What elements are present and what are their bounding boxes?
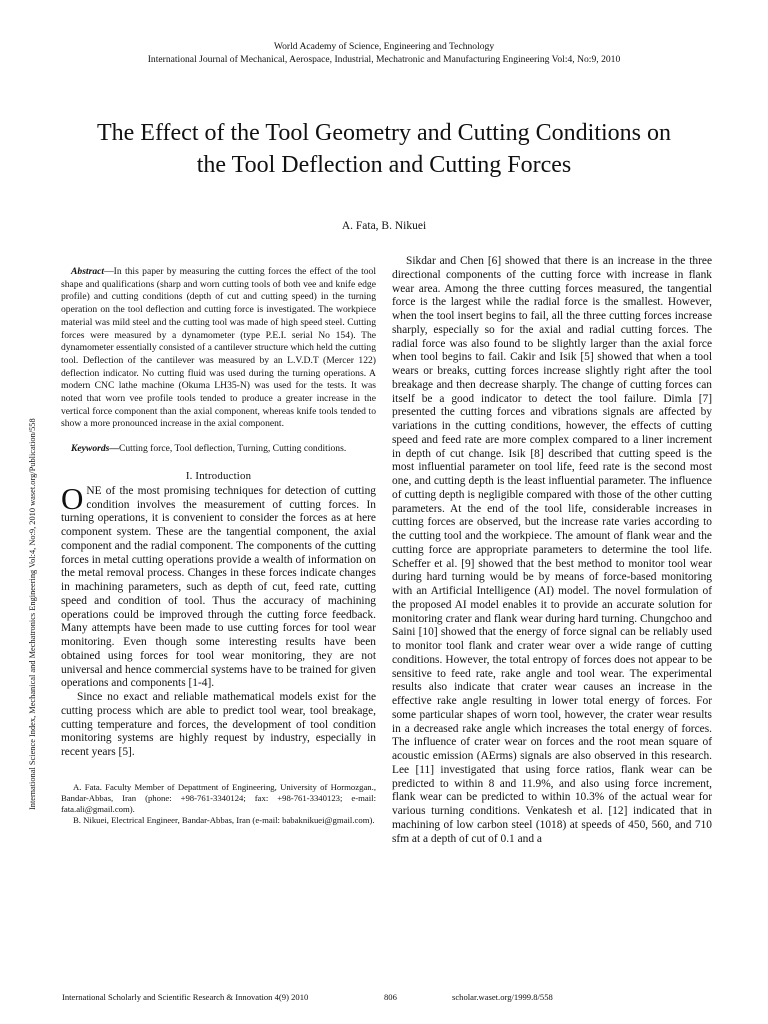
abstract-dash: — bbox=[104, 266, 114, 277]
paper-title: The Effect of the Tool Geometry and Cutting Conditions on the Tool Deflection and Cutting Forces bbox=[96, 120, 671, 178]
keywords bbox=[61, 443, 376, 456]
authors: A. Fata, B. Nikuei bbox=[341, 220, 427, 232]
keywords-dash: — bbox=[109, 443, 119, 455]
footer-page-number: 806 bbox=[384, 992, 397, 1002]
header-line-2: International Journal of Mechanical, Aerospace, Industrial, Mechatronic and Manufacturing Engineering Vol:4, No:9, 2010 bbox=[147, 54, 621, 65]
side-index-text: International Science Index, Mechanical and Mechatronics Engineering Vol:4, No:9, 2010 waset.org/Publication/558 bbox=[28, 418, 37, 810]
right-column bbox=[392, 255, 712, 846]
intro-paragraph-1-text: NE of the most promising techniques for detection of cutting condition involves the measurement of cutting forces. In turning operations, it is convenient to consider the forces as at here component system. These are the tangential component, the axial component and the radial component. The components of the cutting forces in metal cutting operations provide a wealth of information on the metal removal process. Changes in these forces indicate changes in machining parameters, such as depth of cut, feed rate, cutting speed and condition of tool. Thus the accuracy of machining operations could be improved through the cutting force feedback. Many attempts have been made to use cutting forces for tool wear monitoring. Even though some interesting results have been obtained using forces for tool wear monitoring, they are not universal and hence commercial systems have to be trained for given operations and components [1-4]. bbox=[61, 484, 376, 690]
journal-header bbox=[0, 40, 768, 66]
intro-paragraph-2: Since no exact and reliable mathematical models exist for the cutting process which are able to predict tool wear, tool breakage, cutting temperature and forces, the development of tool condition monitoring systems are highly request by industry, especially in recent years [5]. bbox=[61, 691, 376, 759]
right-paragraph-1: Sikdar and Chen [6] showed that there is an increase in the three directional components of the cutting force with increase in flank wear area. Among the three cutting forces measured, the tangential force is the largest while the radial force is the smallest. However, when the tool insert begins to fail, all the three cutting forces increase sharply, especially so for the axial and radial cutting forces. The radial force was also found to be slightly larger than the axial force when tool begins to fail. Cakir and Isik [5] showed that when a tool wears or breaks, cutting forces increase slightly right after the tool breakage and then decrease sharply. The change of cutting forces can itself be a good indicator to detect the tool failure. Dimla [7] presented the cutting forces and vibrations signals are affected by variations in the cutting conditions, however, the effects of cutting speed and feed rate are more complex compared to a liner increment in depth of cut change. Isik [8] described that cutting speed is the most influential parameter on tool life, feed rate is the second most one, and cutting depth is the least influential parameter. The influence of cutting depth is negligible compared with those of the other cutting parameters. At the end of the tool life, considerable increases in cutting forces are observed, but the increase rate varies according to the cutting tool and the workpiece. The amount of flank wear and the cutting force are appropriate parameters to determine the tool life. Scheffer et al. [9] showed that the best method to monitor tool wear during hard turning would be by means of force-based monitoring with an Artificial Intelligence (AI) model. The novel formulation of the proposed AI model enables it to provide an accurate solution for monitoring crater and flank wear during hard turning. Chungchoo and Saini [10] showed that the energy of force signal can be reliably used to monitor tool flank and crater wear over a wide range of cutting conditions. However, the total entropy of forces does not appear to be sensitive to feed rate, rake angle and tool wear. The experimental results also indicate that crater wear causes an increase in the effective rake angle resulting in lower total energy of forces. For some particular shapes of worn tool, however, the crater wear results in a decreased rake angle which increases the total energy of forces. The influence of crater wear on forces and the root mean square of acoustic emission (AErms) signals are also observed in this research. Lee [11] investigated that using force ratios, flank wear can be predicted to within 8 and 11.9%, and also using force increment, flank wear can be predicted to within 10.3% of the actual wear for various turning conditions. Venkatesh et al. [12] indicated that in machining of low carbon steel (1018) at speeds of 450, 560, and 710 sfm at a depth of cut of 0.1 and a bbox=[392, 255, 712, 845]
footnote-author-1: A. Fata. Faculty Member of Depattment of Engineering, University of Hormozgan., Bandar-Abbas, Iran (phone: +98-761-3340124; fax: +98-761-3340123; e-mail: fata.ali@gmail.com). bbox=[61, 781, 376, 814]
left-column bbox=[61, 266, 376, 826]
footer-journal: International Scholarly and Scientific Research & Innovation 4(9) 2010 bbox=[62, 992, 309, 1002]
footnote-author-2: B. Nikuei, Electrical Engineer, Bandar-Abbas, Iran (e-mail: babaknikuei@gmail.com). bbox=[73, 814, 375, 825]
intro-paragraph-1 bbox=[61, 480, 376, 691]
footnotes bbox=[61, 782, 376, 826]
abstract-label: Abstract bbox=[71, 266, 105, 277]
section-heading-introduction: I. Introduction bbox=[185, 469, 252, 482]
keywords-text: Cutting force, Tool deflection, Turning, Cutting conditions. bbox=[118, 443, 347, 455]
drop-cap: O bbox=[61, 480, 84, 516]
abstract-text: In this paper by measuring the cutting forces the effect of the tool shape and qualifications (sharp and worn cutting tools of both vee and knife edge profile) and cutting conditions (depth of cut and cutting speed) in the turning operation on the tool deflection and cutting force is investigated. The workpiece material was mild steel and the cutting tool was made of high speed steel. Cutting forces were measured by a dynamometer (type P.E.I. serial No 154). The dynamometer essentially consisted of a cantilever structure which held the cutting tool. Deflection of the cantilever was measured by an L.V.D.T (Mercer 122) deflection indicator. No cutting fluid was used during the turning operations. A modern CNC lathe machine (Okuma LH35-N) was used for the tests. It was noted that worn vee profile tools tended to produce a greater increase in the vertical force component than the axial component, whereas knife tools tended to show a more pronounced increase in the axial component. bbox=[61, 266, 376, 430]
abstract bbox=[61, 266, 376, 431]
footer-link[interactable]: scholar.waset.org/1999.8/558 bbox=[452, 992, 553, 1002]
keywords-label: Keywords bbox=[71, 443, 110, 455]
header-line-1: World Academy of Science, Engineering and Technology bbox=[273, 41, 495, 52]
